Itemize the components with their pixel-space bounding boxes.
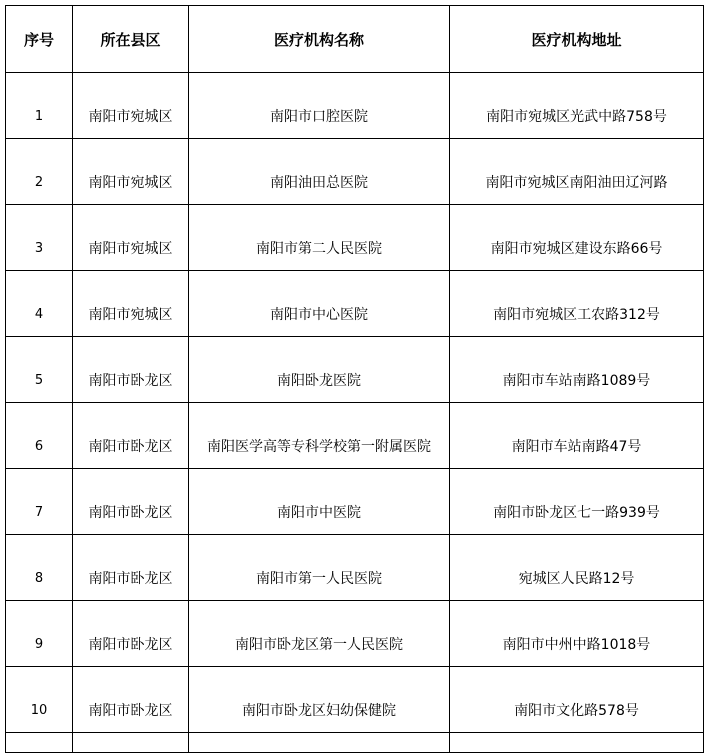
cell-hospital-name: 南阳市中心医院 (189, 271, 450, 337)
table-row (6, 73, 704, 139)
cell-hospital-name: 南阳卧龙医院 (189, 337, 450, 403)
cell-hospital-address: 南阳市卧龙区七一路939号 (450, 469, 704, 535)
cell-district: 南阳市宛城区 (73, 205, 189, 271)
cell-hospital-address: 南阳市车站南路1089号 (450, 337, 704, 403)
cell-hospital-address: 南阳市车站南路47号 (450, 403, 704, 469)
cell-district: 南阳市卧龙区 (73, 337, 189, 403)
table-row (6, 667, 704, 733)
table-header-row (6, 6, 704, 73)
cell-hospital-name: 南阳油田总医院 (189, 139, 450, 205)
cell-no: 7 (6, 469, 73, 535)
header-district: 所在县区 (73, 6, 189, 73)
cell-hospital-name: 南阳市卧龙区第一人民医院 (189, 601, 450, 667)
cell-no: 5 (6, 337, 73, 403)
cell-hospital-address: 宛城区人民路12号 (450, 535, 704, 601)
header-name: 医疗机构名称 (189, 6, 450, 73)
cell-no: 4 (6, 271, 73, 337)
cell-no: 8 (6, 535, 73, 601)
cell-no: 3 (6, 205, 73, 271)
cell-no: 2 (6, 139, 73, 205)
cell-hospital-name: 南阳市口腔医院 (189, 73, 450, 139)
cell-hospital-name: 南阳市第二人民医院 (189, 205, 450, 271)
cell-hospital-address: 南阳市宛城区工农路312号 (450, 271, 704, 337)
cell-hospital-address: 南阳市中州中路1018号 (450, 601, 704, 667)
cell-no: 1 (6, 73, 73, 139)
cell-district: 南阳市卧龙区 (73, 535, 189, 601)
cell-district: 南阳市宛城区 (73, 73, 189, 139)
cell-hospital-name: 南阳医学高等专科学校第一附属医院 (189, 403, 450, 469)
table-row (6, 469, 704, 535)
cell-district: 南阳市卧龙区 (73, 667, 189, 733)
hospital-table-container (5, 5, 704, 753)
cell-no: 6 (6, 403, 73, 469)
cell-district: 南阳市卧龙区 (73, 601, 189, 667)
cell-hospital-address: 南阳市文化路578号 (450, 667, 704, 733)
cell-hospital-name: 南阳市卧龙区妇幼保健院 (189, 667, 450, 733)
cell-district: 南阳市卧龙区 (73, 469, 189, 535)
cell-district: 南阳市宛城区 (73, 271, 189, 337)
table-row (6, 205, 704, 271)
cell-hospital-address: 南阳市宛城区光武中路758号 (450, 73, 704, 139)
cell-no: 9 (6, 601, 73, 667)
header-no: 序号 (6, 6, 73, 73)
cell-no: 10 (6, 667, 73, 733)
table-row (6, 403, 704, 469)
cell-hospital-name: 南阳市第一人民医院 (189, 535, 450, 601)
table-row (6, 139, 704, 205)
cell-district: 南阳市宛城区 (73, 139, 189, 205)
table-row (6, 601, 704, 667)
hospital-table (5, 5, 704, 753)
cell-hospital-address: 南阳市宛城区建设东路66号 (450, 205, 704, 271)
header-address: 医疗机构地址 (450, 6, 704, 73)
cell-hospital-address: 南阳市宛城区南阳油田辽河路 (450, 139, 704, 205)
table-row (6, 271, 704, 337)
table-row (6, 337, 704, 403)
cell-district: 南阳市卧龙区 (73, 403, 189, 469)
cell-hospital-name: 南阳市中医院 (189, 469, 450, 535)
table-row (6, 535, 704, 601)
table-body (6, 73, 704, 753)
